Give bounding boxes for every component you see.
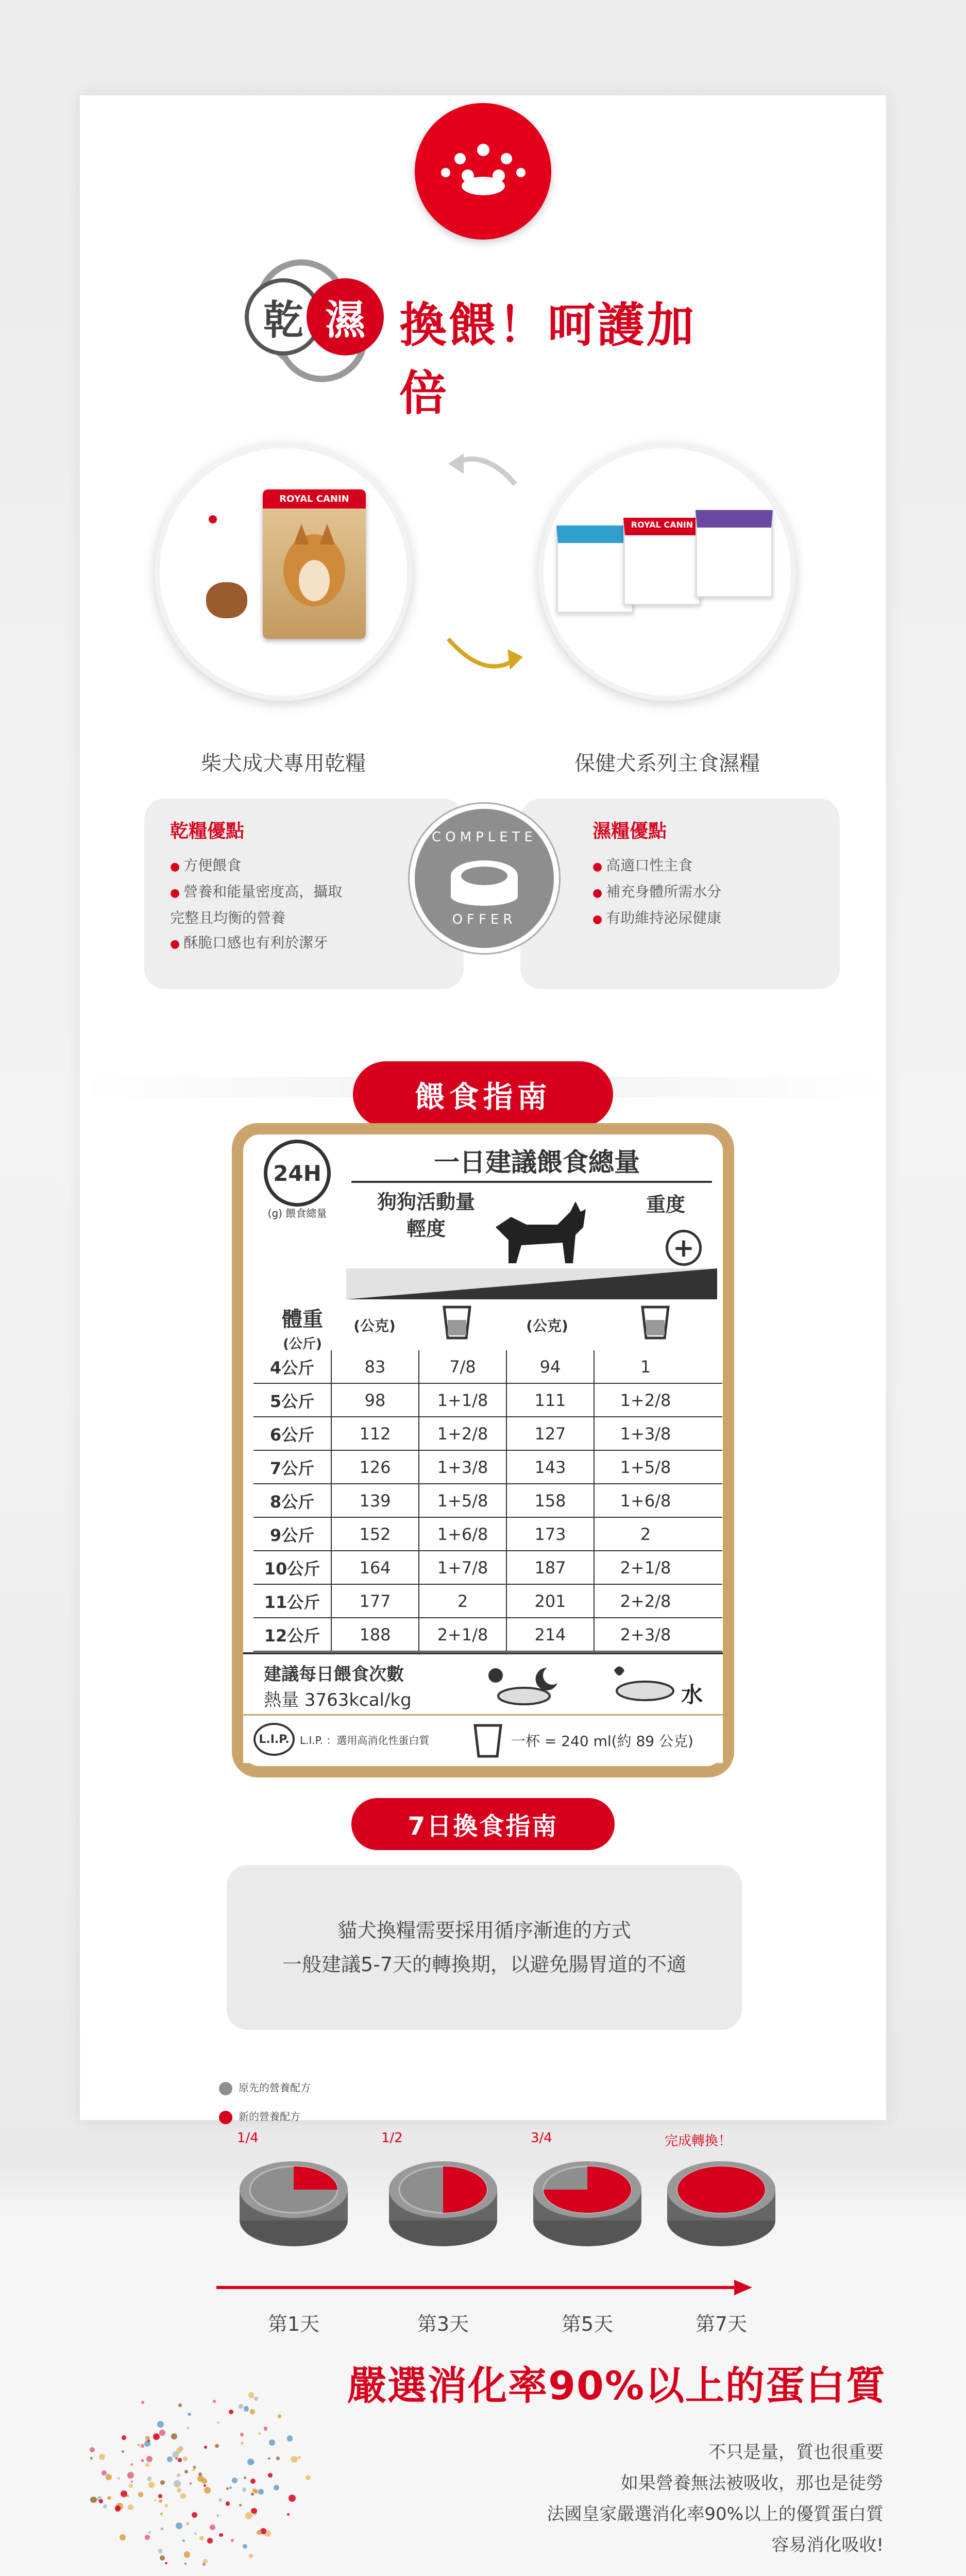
kibble-dot	[145, 2463, 149, 2467]
dry-food-bag: ROYAL CANIN	[263, 489, 366, 639]
kibble-dot	[264, 2427, 268, 2431]
kibble-dot	[128, 2504, 133, 2510]
wet-benefits-panel	[520, 799, 840, 989]
kibble-dot	[201, 2478, 207, 2484]
kibble-dot	[226, 2501, 230, 2506]
kibble-dot	[184, 2563, 187, 2565]
kibble-dot	[249, 2554, 253, 2558]
energy-label: 熱量 3763kcal/kg	[264, 1690, 412, 1710]
kibble-dot	[298, 2456, 301, 2459]
activity-label: 狗狗活動量 輕度	[377, 1191, 475, 1240]
svg-text:水: 水	[681, 1682, 703, 1707]
feeding-row	[253, 1585, 722, 1618]
complete-offer-seal: COMPLETE OFFER	[410, 804, 559, 953]
protein-paragraph: 不只是量，質也很重要 如果營養無法被吸收，那也是徒勞 法國皇家嚴選消化率90%以上的優質蛋白質 容易消化吸收!	[547, 2442, 884, 2555]
kibble-dot	[204, 2446, 207, 2449]
weight-cell: 8公斤	[269, 1492, 315, 1512]
kibble-dot	[159, 2430, 165, 2436]
dry-char-badge: 乾	[245, 278, 322, 355]
kibble-dot	[291, 2456, 297, 2463]
wet-benefit-item: ● 補充身體所需水分	[592, 879, 814, 906]
heavy-grams-cell: 201	[506, 1585, 594, 1618]
kibble-dot	[250, 2409, 255, 2414]
kibble-dot	[252, 2488, 256, 2492]
kibble-dot	[188, 2413, 191, 2416]
cup-icon	[442, 1304, 472, 1341]
dry-food-circle	[155, 443, 412, 701]
wet-benefit-item: ● 高適口性主食	[592, 853, 814, 879]
kibble-dot	[239, 2404, 243, 2409]
kibble-dot	[141, 2459, 144, 2462]
kibble-dot	[229, 2410, 233, 2414]
heavy-grams-cell: 173	[506, 1518, 594, 1551]
transition-legend: 原先的營養配方 新的營養配方	[219, 2079, 311, 2125]
arrow-left-icon	[443, 443, 526, 495]
daily-times-label: 建議每日餵食次數	[264, 1664, 404, 1685]
plus-icon: +	[666, 1230, 702, 1266]
light-grams-cell: 188	[331, 1618, 418, 1651]
kibble-dot	[122, 2450, 124, 2453]
kibble-dot	[145, 2535, 150, 2540]
transition-advice: 貓犬換糧需要採用循序漸進的方式 一般建議5-7天的轉換期，以避免腸胃道的不適	[227, 1865, 742, 2030]
light-cups-cell: 1+3/8	[418, 1451, 506, 1484]
kibble-dot	[165, 2504, 168, 2507]
day-label: 第1天	[267, 2313, 320, 2335]
kibble-dot	[117, 2477, 120, 2480]
heavy-grams-cell: 214	[506, 1618, 594, 1651]
light-cups-cell: 7/8	[418, 1350, 506, 1383]
light-cups-cell: 1+2/8	[418, 1417, 506, 1450]
kibble-dot	[129, 2484, 133, 2488]
light-grams-cell: 152	[331, 1518, 418, 1551]
24h-badge: 24H (g) 餵食總量	[253, 1140, 341, 1232]
kibble-dot	[269, 2439, 275, 2446]
weight-cell: 9公斤	[269, 1526, 315, 1545]
feeding-guide-title: 餵食指南	[0, 1061, 966, 1127]
light-cups-cell: 1+5/8	[418, 1484, 506, 1517]
weight-cell: 5公斤	[269, 1392, 315, 1411]
feeding-row	[253, 1451, 722, 1484]
weight-cell: 11公斤	[264, 1592, 320, 1612]
kibble-dot	[148, 2482, 155, 2488]
transition-bowl-icon	[386, 2154, 500, 2257]
heavy-cups-cell: 2+3/8	[594, 1618, 697, 1651]
kibble-dot	[251, 2508, 257, 2514]
kibble-dot	[178, 2458, 182, 2462]
heavy-label: 重度	[646, 1193, 685, 1216]
kibble-dot	[248, 2392, 255, 2398]
red-dot	[209, 515, 217, 523]
kibble-dot	[160, 2513, 163, 2515]
wet-food-circle	[538, 443, 796, 701]
light-grams-cell: 177	[331, 1585, 418, 1618]
sun-moon-icon	[480, 1660, 568, 1706]
kibble-dot	[213, 2400, 216, 2403]
kibble-dot	[178, 2403, 182, 2407]
kibble-dot	[202, 2563, 206, 2566]
dry-benefit-item: ● 方便餵食	[170, 853, 438, 879]
feeding-row	[253, 1619, 722, 1652]
kibble-dot	[218, 2498, 222, 2502]
kibble-dot	[268, 2458, 270, 2460]
heavy-grams-cell: 111	[506, 1384, 594, 1417]
light-grams-cell: 98	[331, 1384, 418, 1417]
kibble-dot	[194, 2532, 197, 2535]
crown-icon	[439, 141, 527, 202]
hero	[229, 258, 734, 421]
heavy-grams-cell: 143	[506, 1451, 594, 1484]
kibble-dot	[207, 2538, 212, 2543]
kibble-dot	[122, 2435, 126, 2440]
activity-ramp	[346, 1268, 717, 1299]
kibble-dot	[165, 2562, 167, 2564]
kibble-dot	[192, 2469, 194, 2471]
kibble-dot	[145, 2436, 150, 2441]
light-grams-cell: 83	[331, 1350, 418, 1383]
kibble-dot	[141, 2444, 144, 2448]
feeding-row	[253, 1552, 722, 1585]
kibble-dot	[258, 2432, 261, 2435]
kibble-dot	[138, 2492, 143, 2497]
heavy-grams-cell: 94	[506, 1350, 594, 1383]
light-cups-cell: 2	[418, 1585, 506, 1618]
light-grams-cell: 139	[331, 1484, 418, 1517]
heavy-cups-cell: 1+5/8	[594, 1451, 697, 1484]
transition-bowl-icon	[531, 2154, 644, 2257]
transition-bowl-icon	[665, 2154, 778, 2257]
light-cups-cell: 1+6/8	[418, 1518, 506, 1551]
kibble-dot	[101, 2470, 107, 2476]
kibble-dot	[147, 2477, 151, 2481]
kibble-dot	[278, 2414, 282, 2418]
kibble-dot	[160, 2480, 165, 2485]
feeding-row	[253, 1518, 722, 1551]
kibble-dot	[217, 2421, 219, 2424]
transition-timeline-arrow	[216, 2277, 752, 2298]
weight-cell: 6公斤	[269, 1425, 315, 1445]
kibble-dot	[287, 2435, 293, 2441]
weight-cell: 12公斤	[264, 1626, 320, 1646]
light-cups-cell: 1+7/8	[418, 1551, 506, 1584]
feeding-row	[253, 1384, 722, 1417]
lip-note: L.I.P. ：選用高消化性蛋白質	[300, 1734, 430, 1747]
protein-headline: 嚴選消化率90%以上的蛋白質	[347, 2363, 886, 2409]
hero-headline: 換餵！呵護加倍	[399, 298, 697, 421]
kibble-dot	[244, 2477, 246, 2479]
wet-food-pouches: ROYAL CANIN	[556, 510, 778, 613]
light-cups-cell: 2+1/8	[418, 1618, 506, 1651]
shiba-dog-icon	[263, 509, 366, 612]
feeding-row	[253, 1418, 722, 1451]
kibble-dot	[244, 2406, 249, 2412]
heavy-cups-cell: 1	[594, 1350, 697, 1383]
heavy-cups-cell: 1+2/8	[594, 1384, 697, 1417]
kibble-dot	[177, 2473, 180, 2477]
heavy-grams-cell: 158	[506, 1484, 594, 1517]
arrow-right-icon	[438, 629, 531, 685]
kibble-dot	[115, 2505, 121, 2512]
light-grams-cell: 164	[331, 1551, 418, 1584]
kibble-dot	[148, 2531, 151, 2534]
cup-note: 一杯 = 240 ml(約 89 公克)	[511, 1733, 693, 1750]
heavy-cups-cell: 2+2/8	[594, 1585, 697, 1618]
bowl-icon	[446, 853, 523, 909]
kibble-dot	[184, 2551, 191, 2558]
kibble-icon	[206, 582, 247, 618]
light-grams-cell: 126	[331, 1451, 418, 1484]
weight-cell: 7公斤	[269, 1459, 315, 1478]
kibble-dot	[287, 2513, 290, 2516]
fraction-labels: 1/4 1/2 3/4 完成轉換！	[237, 2130, 732, 2149]
kibble-dot	[198, 2472, 202, 2476]
wet-caption: 保健犬系列主食濕糧	[574, 752, 760, 775]
water-bowl-icon	[604, 1660, 703, 1707]
dry-benefits-title: 乾糧優點	[170, 821, 245, 842]
dry-caption: 柴犬成犬專用乾糧	[201, 752, 366, 775]
feeding-row	[253, 1351, 722, 1384]
kibble-dot	[245, 2512, 252, 2519]
kibble-dot	[106, 2474, 112, 2480]
day-label: 第3天	[417, 2313, 469, 2335]
kibble-dot	[130, 2463, 133, 2466]
kibble-dot	[219, 2533, 223, 2537]
light-grams-cell: 112	[331, 1417, 418, 1450]
heavy-cups-cell: 2	[594, 1518, 697, 1551]
kibble-dot	[161, 2528, 163, 2530]
day-label: 第5天	[561, 2313, 614, 2335]
kibble-dot	[154, 2499, 156, 2501]
weight-header: 體重 (公斤)	[282, 1308, 323, 1352]
light-cups-cell: 1+1/8	[418, 1384, 506, 1417]
kibble-dot	[187, 2427, 189, 2429]
kibble-dot	[123, 2496, 125, 2498]
kibble-dot	[258, 2489, 264, 2495]
transition-title: 7日換食指南	[0, 1798, 966, 1850]
kibble-dot	[153, 2433, 159, 2439]
kibble-dot	[215, 2444, 218, 2448]
heavy-cups-cell: 1+6/8	[594, 1484, 697, 1517]
kibble-dot	[268, 2473, 273, 2478]
wet-char-badge: 濕	[307, 278, 384, 355]
dog-silhouette-icon	[480, 1196, 594, 1279]
lip-logo-small: L.I.P.	[253, 1723, 295, 1756]
feeding-table-panel: 24H (g) 餵食總量 一日建議餵食總量 狗狗活動量 輕度 重度 + 體重 (公斤) (公克) (公克) 4公斤 83 7/8 94 1 5公斤 98 1+1/8 111 1+2/8 6公斤 112 1+2/8 127 1+3/8 7公斤 126 1+3/8 143 1+5/8 8公斤 139 1+5/8 158 1+6/8 9公斤 152 1+6/8 173 2 10公斤 164 1+7/8 187 2+1/8 11公斤 177 2 201 2+2/8 12公斤 188 2+1/8 214 2+3/8 建議每日餵食次數 熱量 3763kcal/kg 水 L.I.P. L.I.P. ：選用高消化性蛋白質 一杯 = 240 ml(約 89 公克)	[232, 1123, 734, 1777]
kibble-dot	[120, 2534, 126, 2540]
cup-icon	[470, 1723, 506, 1759]
kibble-dot	[157, 2421, 164, 2428]
heavy-grams-cell: 187	[506, 1551, 594, 1584]
heavy-cups-cell: 2+1/8	[594, 1551, 697, 1584]
kibble-dot	[289, 2495, 296, 2502]
day-label: 第7天	[695, 2313, 748, 2335]
kibble-dot	[210, 2524, 215, 2530]
heavy-grams-cell: 127	[506, 1417, 594, 1450]
kibble-dot	[183, 2456, 188, 2461]
kibble-dot	[240, 2433, 244, 2437]
dry-benefit-item: ● 酥脆口感也有利於潔牙	[170, 930, 438, 957]
kibble-dot	[174, 2480, 181, 2487]
kibble-dot	[232, 2478, 238, 2483]
kibble-dot	[107, 2496, 111, 2500]
table-title: 一日建議餵食總量	[434, 1147, 640, 1177]
weight-cell: 4公斤	[269, 1358, 315, 1378]
kibble-dot	[274, 2485, 279, 2490]
transition-bowl-icon	[237, 2154, 350, 2257]
cup-icon	[640, 1304, 671, 1341]
dry-benefit-item: ● 營養和能量密度高，攝取完整且均衡的營養	[170, 879, 438, 930]
royal-canin-crown-logo	[415, 103, 551, 240]
weight-cell: 10公斤	[264, 1559, 320, 1579]
kibble-dot	[242, 2487, 247, 2492]
heavy-cups-cell: 1+3/8	[594, 1417, 697, 1450]
kibble-dot	[204, 2484, 206, 2487]
wet-benefits-title: 濕糧優點	[592, 821, 667, 842]
feeding-row	[253, 1485, 722, 1518]
kibble-dot	[180, 2493, 186, 2499]
kibble-dot	[131, 2481, 133, 2483]
wet-benefit-item: ● 有助維持泌尿健康	[592, 906, 814, 932]
